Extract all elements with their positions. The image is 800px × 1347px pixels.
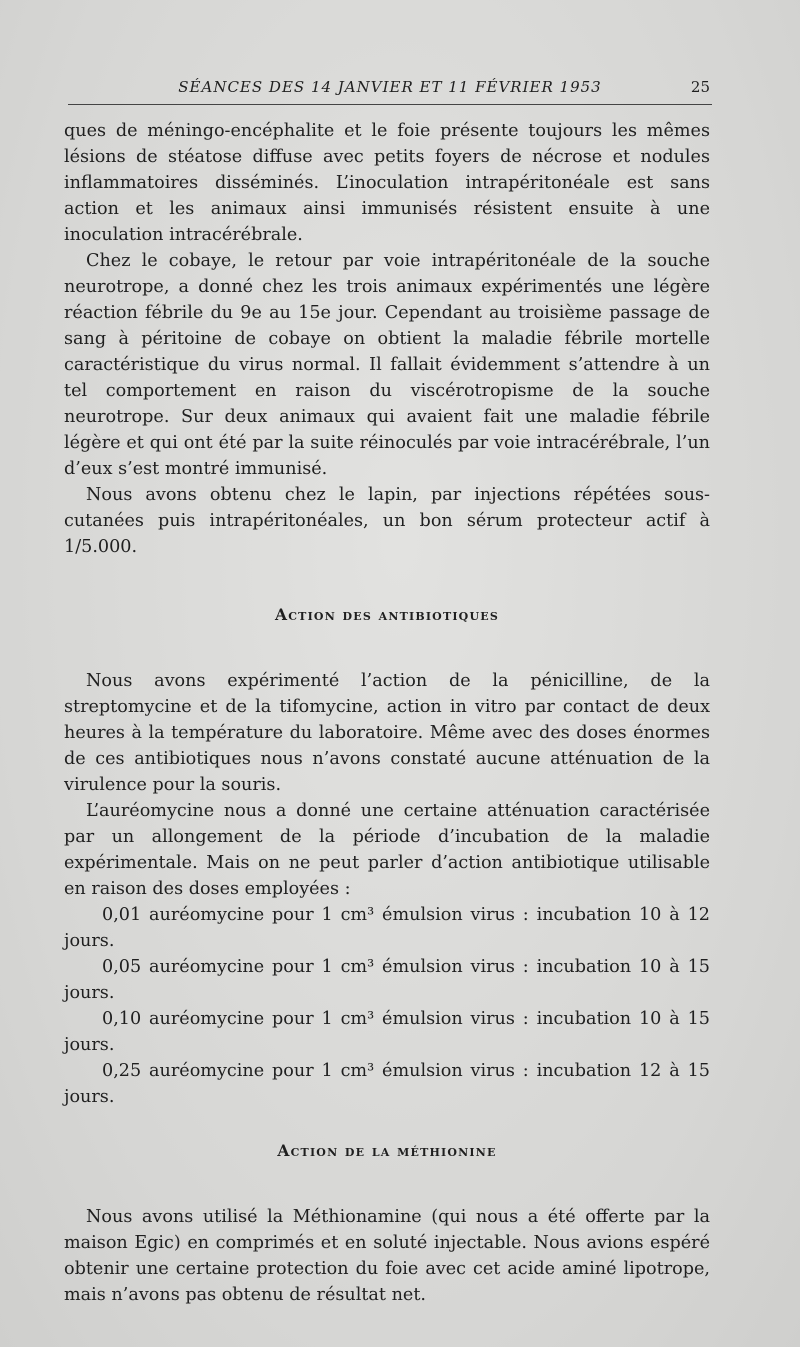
- paragraph-aureomycine: L’auréomycine nous a donné une certaine atténuation caractérisée par un allongement de la période d’incubation de la maladie expérimentale. Mais on ne peut parler d’action antibiotique utilisable en raison des doses employées :: [64, 801, 710, 899]
- section-title-antibiotiques: Action des antibiotiques: [275, 605, 499, 624]
- page-body: [64, 118, 710, 1308]
- paragraph-methionine: Nous avons utilisé la Méthionamine (qui nous a été offerte par la maison Egic) en comprimés et en soluté injectable. Nous avions espéré obtenir une certaine protection du foie avec cet acide aminé lipotrope, mais n’avons pas obtenu de résultat net.: [64, 1207, 710, 1305]
- header-rule: [68, 104, 712, 105]
- running-head: [70, 76, 710, 102]
- dose-line: 0,05 auréomycine pour 1 cm³ émulsion virus : incubation 10 à 15 jours.: [64, 957, 710, 1003]
- dose-line: 0,10 auréomycine pour 1 cm³ émulsion virus : incubation 10 à 15 jours.: [64, 1009, 710, 1055]
- section-title-methionine: Action de la méthionine: [277, 1141, 497, 1160]
- running-title: SÉANCES DES 14 JANVIER ET 11 FÉVRIER 1953: [178, 78, 602, 96]
- dose-line: 0,01 auréomycine pour 1 cm³ émulsion virus : incubation 10 à 12 jours.: [64, 905, 710, 951]
- dose-line: 0,25 auréomycine pour 1 cm³ émulsion virus : incubation 12 à 15 jours.: [64, 1061, 710, 1107]
- paragraph-cobaye: Chez le cobaye, le retour par voie intrapéritonéale de la souche neurotrope, a donné chez les trois animaux expérimentés une légère réaction fébrile du 9e au 15e jour. Cependant au troisième passage de sang à péritoine de cobaye on obtient la maladie fébrile mortelle caractéristique du virus normal. Il fallait évidemment s’attendre à un tel comportement en raison du viscérotropisme de la souche neurotrope. Sur deux animaux qui avaient fait une maladie fébrile légère et qui ont été par la suite réinoculés par voie intracérébrale, l’un d’eux s’est montré immunisé.: [64, 251, 710, 479]
- paragraph-continued: ques de méningo-encéphalite et le foie présente toujours les mêmes lésions de stéatose diffuse avec petits foyers de nécrose et nodules inflammatoires disséminés. L’inoculation intrapéritonéale est sans action et les animaux ainsi immunisés résistent ensuite à une inoculation intracérébrale.: [64, 121, 710, 245]
- paragraph-antibiotiques: Nous avons expérimenté l’action de la pénicilline, de la streptomycine et de la tifomycine, action in vitro par contact de deux heures à la température du laboratoire. Même avec des doses énormes de ces antibiotiques nous n’avons constaté aucune atténuation de la virulence pour la souris.: [64, 671, 710, 795]
- paragraph-lapin: Nous avons obtenu chez le lapin, par injections répétées sous-cutanées puis intrapéritonéales, un bon sérum protecteur actif à 1/5.000.: [64, 485, 710, 557]
- page-number: 25: [690, 78, 710, 96]
